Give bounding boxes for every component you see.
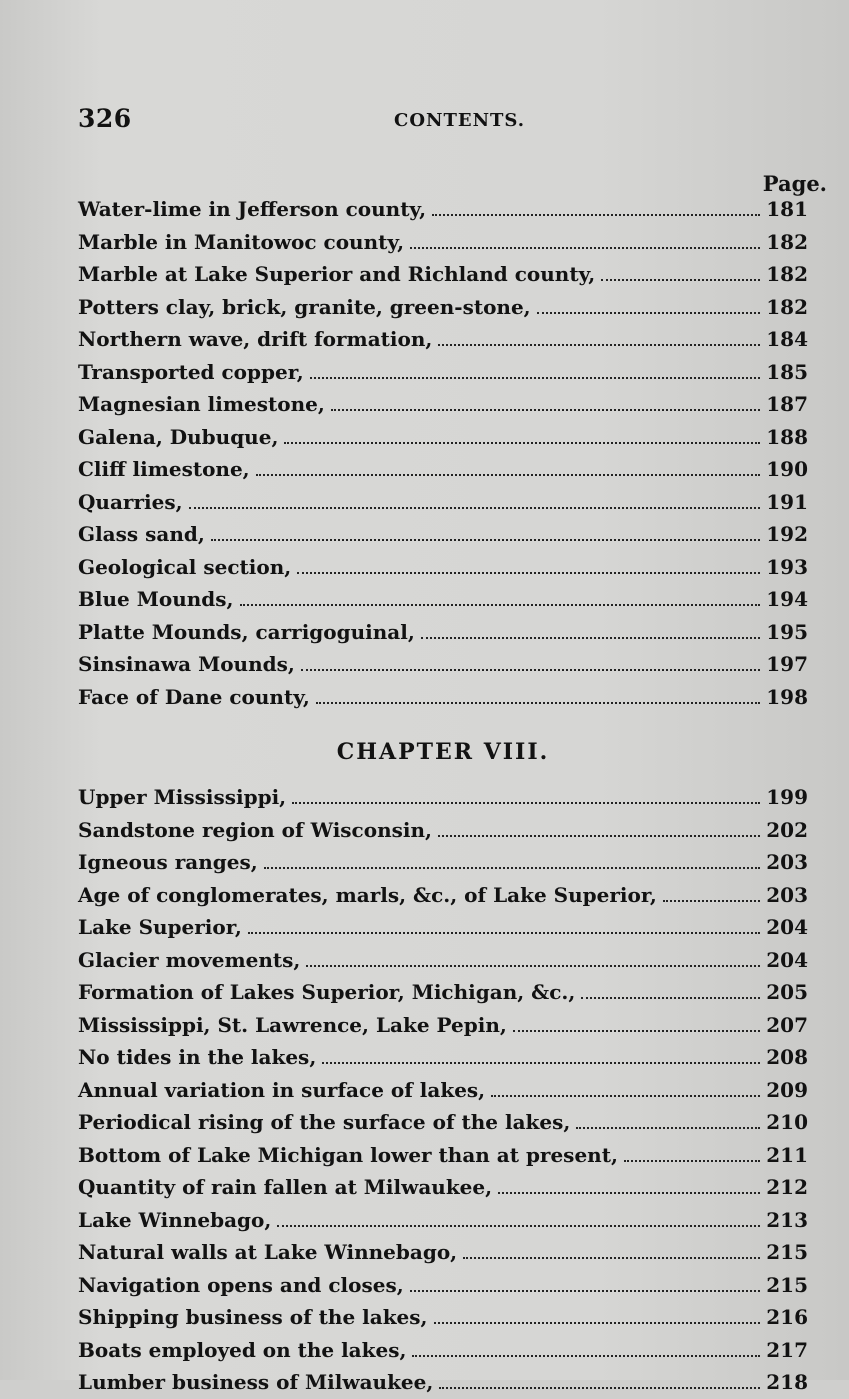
toc-entry-page: 195	[766, 619, 808, 644]
toc-entry-title: Lake Superior,	[78, 915, 242, 939]
toc-entry-title: Northern wave, drift formation,	[78, 327, 433, 351]
dot-leader	[432, 213, 760, 216]
toc-entry-title: Mississippi, St. Lawrence, Lake Pepin,	[78, 1012, 507, 1037]
toc-entry	[78, 781, 808, 814]
dot-leader	[434, 1321, 761, 1324]
toc-entry-page: 184	[766, 327, 808, 351]
toc-section-one	[78, 193, 808, 713]
toc-entry-page: 205	[766, 980, 808, 1004]
toc-entry-page: 193	[766, 554, 808, 579]
dot-leader	[284, 441, 760, 444]
toc-entry-page: 197	[766, 652, 808, 676]
toc-entry-page: 182	[766, 262, 808, 286]
toc-entry-title: Periodical rising of the surface of the lakes,	[78, 1110, 571, 1134]
dot-leader	[421, 636, 760, 639]
dot-leader	[438, 343, 760, 346]
toc-entry-title: Annual variation in surface of lakes,	[78, 1077, 486, 1102]
dot-leader	[310, 376, 760, 379]
toc-entry	[78, 1269, 808, 1302]
dot-leader	[410, 246, 760, 249]
toc-entry	[78, 258, 808, 291]
toc-entry	[78, 551, 808, 584]
toc-entry	[78, 1236, 808, 1269]
toc-entry-page: 208	[766, 1045, 808, 1069]
toc-entry-page: 192	[766, 522, 808, 546]
dot-leader	[277, 1224, 760, 1227]
dot-leader	[248, 931, 760, 934]
page-number: 326	[78, 104, 132, 133]
chapter-heading: CHAPTER VIII.	[336, 739, 550, 765]
toc-entry-title: Upper Mississippi,	[78, 785, 287, 809]
running-head: CONTENTS.	[394, 110, 526, 131]
dot-leader	[463, 1256, 760, 1259]
toc-entry-page: 217	[766, 1337, 808, 1362]
dot-leader	[439, 1386, 760, 1389]
dot-leader	[301, 668, 760, 671]
toc-entry-page: 182	[766, 294, 808, 319]
toc-entry-title: Sinsinawa Mounds,	[78, 652, 295, 676]
toc-entry-title: Quarries,	[78, 489, 183, 514]
table-of-contents	[78, 193, 808, 1399]
dot-leader	[581, 996, 760, 999]
toc-entry-title: Face of Dane county,	[78, 684, 310, 709]
toc-entry-page: 203	[766, 882, 808, 907]
toc-entry-title: Potters clay, brick, granite, green-stone,	[78, 294, 531, 319]
toc-entry	[78, 879, 808, 912]
toc-entry	[78, 1171, 808, 1204]
toc-entry-page: 215	[766, 1272, 808, 1297]
toc-entry-title: Cliff limestone,	[78, 457, 250, 481]
toc-entry-title: Formation of Lakes Superior, Michigan, &c.,	[78, 980, 576, 1004]
dot-leader	[316, 701, 760, 704]
toc-entry-page: 181	[766, 197, 808, 221]
toc-entry-page: 212	[766, 1175, 808, 1199]
page-header	[78, 104, 828, 138]
dot-leader	[438, 834, 760, 837]
dot-leader	[663, 899, 760, 902]
dot-leader	[322, 1061, 760, 1064]
toc-entry-page: 209	[766, 1077, 808, 1102]
toc-entry-title: No tides in the lakes,	[78, 1045, 317, 1069]
toc-entry-page: 204	[766, 915, 808, 939]
toc-entry	[78, 1106, 808, 1139]
toc-entry-title: Galena, Dubuque,	[78, 424, 279, 449]
toc-entry	[78, 323, 808, 356]
dot-leader	[498, 1191, 760, 1194]
toc-entry-page: 216	[766, 1305, 808, 1329]
toc-entry-page: 198	[766, 684, 808, 709]
toc-entry-page: 211	[766, 1142, 808, 1167]
toc-entry	[78, 1139, 808, 1172]
toc-entry	[78, 681, 808, 714]
toc-entry	[78, 976, 808, 1009]
toc-entry-title: Bottom of Lake Michigan lower than at present,	[78, 1142, 618, 1167]
toc-entry-title: Lake Winnebago,	[78, 1207, 272, 1232]
dot-leader	[601, 278, 760, 281]
toc-entry-title: Geological section,	[78, 554, 292, 579]
toc-entry	[78, 1301, 808, 1334]
dot-leader	[513, 1029, 760, 1032]
toc-entry-page: 199	[766, 785, 808, 809]
toc-entry	[78, 1334, 808, 1367]
toc-entry	[78, 616, 808, 649]
toc-entry	[78, 291, 808, 324]
toc-entry-page: 204	[766, 947, 808, 972]
toc-section-two	[78, 781, 808, 1399]
toc-entry	[78, 518, 808, 551]
toc-entry-page: 187	[766, 392, 808, 416]
dot-leader	[576, 1126, 760, 1129]
dot-leader	[256, 473, 761, 476]
toc-entry	[78, 1009, 808, 1042]
dot-leader	[264, 866, 761, 869]
toc-entry	[78, 648, 808, 681]
toc-entry-title: Age of conglomerates, marls, &c., of Lake Superior,	[78, 882, 657, 907]
toc-entry-title: Marble in Manitowoc county,	[78, 229, 405, 254]
dot-leader	[306, 964, 760, 967]
toc-entry	[78, 583, 808, 616]
toc-entry-page: 210	[766, 1110, 808, 1134]
toc-entry	[78, 356, 808, 389]
toc-entry-title: Sandstone region of Wisconsin,	[78, 817, 432, 842]
toc-entry	[78, 486, 808, 519]
toc-entry-title: Magnesian limestone,	[78, 392, 325, 416]
toc-entry	[78, 226, 808, 259]
toc-entry-page: 194	[766, 587, 808, 611]
toc-entry-page: 182	[766, 229, 808, 254]
toc-entry-title: Navigation opens and closes,	[78, 1272, 404, 1297]
toc-entry-page: 190	[766, 457, 808, 481]
toc-entry-title: Blue Mounds,	[78, 587, 234, 611]
toc-entry-title: Shipping business of the lakes,	[78, 1305, 428, 1329]
dot-leader	[211, 538, 760, 541]
toc-entry	[78, 1366, 808, 1399]
toc-entry	[78, 846, 808, 879]
toc-entry-page: 215	[766, 1240, 808, 1264]
toc-entry	[78, 1041, 808, 1074]
toc-entry-title: Boats employed on the lakes,	[78, 1337, 407, 1362]
toc-entry-title: Glacier movements,	[78, 947, 301, 972]
dot-leader	[624, 1159, 760, 1162]
toc-entry-title: Glass sand,	[78, 522, 205, 546]
toc-entry	[78, 1074, 808, 1107]
toc-entry	[78, 193, 808, 226]
toc-entry-title: Water-lime in Jefferson county,	[78, 197, 427, 221]
dot-leader	[331, 408, 760, 411]
toc-entry-page: 188	[766, 424, 808, 449]
toc-entry-page: 185	[766, 359, 808, 384]
toc-entry	[78, 944, 808, 977]
toc-entry-title: Lumber business of Milwaukee,	[78, 1370, 434, 1394]
dot-leader	[491, 1094, 760, 1097]
toc-entry	[78, 1204, 808, 1237]
toc-entry-title: Quantity of rain fallen at Milwaukee,	[78, 1175, 493, 1199]
dot-leader	[240, 603, 761, 606]
toc-entry-page: 202	[766, 817, 808, 842]
toc-entry-title: Natural walls at Lake Winnebago,	[78, 1240, 458, 1264]
page-column-label: Page.	[762, 171, 827, 196]
toc-entry-title: Igneous ranges,	[78, 850, 258, 874]
dot-leader	[537, 311, 761, 314]
toc-entry-page: 203	[766, 850, 808, 874]
toc-entry-page: 213	[766, 1207, 808, 1232]
dot-leader	[189, 506, 761, 509]
toc-entry	[78, 453, 808, 486]
toc-entry-title: Platte Mounds, carrigoguinal,	[78, 619, 415, 644]
toc-entry-page: 218	[766, 1370, 808, 1394]
dot-leader	[410, 1289, 761, 1292]
toc-entry	[78, 911, 808, 944]
toc-entry-page: 207	[766, 1012, 808, 1037]
toc-entry-page: 191	[766, 489, 808, 514]
dot-leader	[412, 1354, 760, 1357]
toc-entry	[78, 421, 808, 454]
toc-entry	[78, 388, 808, 421]
toc-entry-title: Marble at Lake Superior and Richland county,	[78, 262, 596, 286]
dot-leader	[292, 801, 760, 804]
toc-entry	[78, 814, 808, 847]
dot-leader	[297, 571, 760, 574]
toc-entry-title: Transported copper,	[78, 359, 304, 384]
